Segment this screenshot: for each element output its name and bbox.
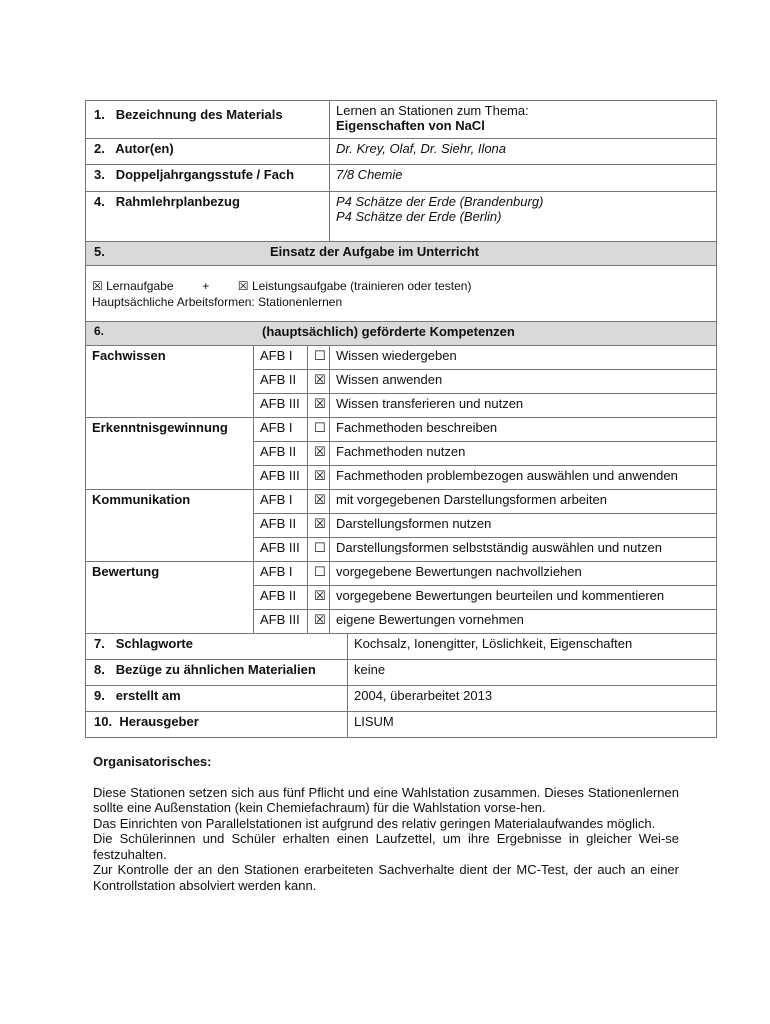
kompetenz-text: eigene Bewertungen vornehmen [330,610,717,634]
row-label: Bezüge zu ähnlichen Materialien [115,662,316,677]
row-value: 7/8 Chemie [330,165,717,192]
row-number: 8. [94,662,105,677]
kompetenz-group-label: Fachwissen [86,346,254,418]
row-number: 10. [94,714,113,729]
row-value-line2: P4 Schätze der Erde (Berlin) [336,209,502,224]
kompetenz-group-label: Erkenntnisgewinnung [86,418,254,490]
kompetenz-checkbox: ☒ [308,394,330,418]
row-number: 2. [94,141,105,156]
section5-header [86,242,717,266]
row-value-line2: Eigenschaften von NaCl [336,118,485,133]
afb-level: AFB III [254,610,308,634]
afb-level: AFB I [254,562,308,586]
kompetenz-text: Fachmethoden problembezogen auswählen und anwenden [330,466,717,490]
kompetenz-text: Wissen wiedergeben [330,346,717,370]
row-value: Dr. Krey, Olaf, Dr. Siehr, Ilona [330,139,717,165]
kompetenz-checkbox: ☒ [308,514,330,538]
kompetenz-checkbox: ☒ [308,466,330,490]
row-value-line1: Lernen an Stationen zum Thema: [336,103,529,118]
row-jahrgangsstufe [86,165,717,192]
kompetenz-checkbox: ☒ [308,442,330,466]
kompetenz-checkbox: ☒ [308,370,330,394]
row-autor [86,139,717,165]
section5-body [86,266,717,322]
row-label: Autor(en) [115,141,174,156]
komp-row [86,346,717,370]
arbeitsformen-text: Hauptsächliche Arbeitsformen: Stationenlernen [92,295,343,309]
kompetenz-text: Fachmethoden nutzen [330,442,717,466]
kompetenz-checkbox: ☐ [308,562,330,586]
row-label: Herausgeber [119,714,199,729]
row-bezuege [86,660,717,686]
kompetenz-text: vorgegebene Bewertungen nachvollziehen [330,562,717,586]
kompetenz-checkbox: ☐ [308,538,330,562]
kompetenz-text: Darstellungsformen nutzen [330,514,717,538]
row-number: 9. [94,688,105,703]
row-label: Rahmlehrplanbezug [115,194,240,209]
kompetenz-checkbox: ☒ [308,490,330,514]
komp-row [86,418,717,442]
kompetenz-checkbox: ☒ [308,610,330,634]
row-label: Doppeljahrgangsstufe / Fach [115,167,295,182]
section6-header [86,322,717,346]
section-title: Einsatz der Aufgabe im Unterricht [270,244,479,259]
afb-level: AFB II [254,370,308,394]
row-number: 3. [94,167,105,182]
kompetenz-group-label: Bewertung [86,562,254,634]
row-erstellt [86,686,717,712]
afb-level: AFB I [254,346,308,370]
kompetenz-text: Wissen anwenden [330,370,717,394]
lernaufgabe-checkbox: ☒ Lernaufgabe [92,279,174,293]
section-heading: Organisatorisches: [93,754,212,769]
kompetenz-group-label: Kommunikation [86,490,254,562]
kompetenz-checkbox: ☒ [308,586,330,610]
kompetenz-checkbox: ☐ [308,346,330,370]
afb-level: AFB II [254,586,308,610]
material-table [85,100,717,738]
row-number: 1. [94,107,105,122]
section-title: (hauptsächlich) geförderte Kompetenzen [262,324,515,339]
row-bezeichnung [86,101,717,139]
afb-level: AFB III [254,394,308,418]
row-number: 7. [94,636,105,651]
row-number: 4. [94,194,105,209]
paragraph: Das Einrichten von Parallelstationen ist aufgrund des relativ geringen Materialaufwandes möglich. [93,815,656,831]
kompetenz-checkbox: ☐ [308,418,330,442]
afb-level: AFB III [254,466,308,490]
paragraph: Diese Stationen setzen sich aus fünf Pflicht und eine Wahlstation zusammen. Dieses Stationenlernen sollte eine Außenstation (kein Chemiefachraum) für die Wahlstation vorse-hen. [93,784,679,815]
komp-row [86,562,717,586]
material-info-sheet [85,100,716,738]
row-value: 2004, überarbeitet 2013 [348,686,717,712]
row-value: LISUM [348,712,717,738]
organisatorisches-section [93,754,679,893]
afb-level: AFB III [254,538,308,562]
paragraph: Die Schülerinnen und Schüler erhalten einen Laufzettel, um ihre Ergebnisse in gleicher Wei-se festzuhalten. [93,831,679,862]
kompetenz-text: Darstellungsformen selbstständig auswählen und nutzen [330,538,717,562]
row-label: erstellt am [115,688,181,703]
kompetenz-text: mit vorgegebenen Darstellungsformen arbeiten [330,490,717,514]
row-rahmenlehrplan [86,192,717,242]
row-value-line1: P4 Schätze der Erde (Brandenburg) [336,194,544,209]
afb-level: AFB II [254,514,308,538]
row-herausgeber [86,712,717,738]
row-label: Bezeichnung des Materials [115,107,283,122]
section-number: 5. [94,244,105,259]
kompetenz-text: Fachmethoden beschreiben [330,418,717,442]
komp-row [86,490,717,514]
afb-level: AFB I [254,490,308,514]
row-value: Kochsalz, Ionengitter, Löslichkeit, Eigenschaften [348,634,717,660]
leistungsaufgabe-checkbox: ☒ Leistungsaufgabe (trainieren oder testen) [237,279,472,293]
paragraph: Zur Kontrolle der an den Stationen erarbeiteten Sachverhalte dient der MC-Test, der auch an einer Kontrollstation absolviert werden kann. [93,862,679,893]
row-label: Schlagworte [115,636,193,651]
section-number: 6. [94,324,105,338]
afb-level: AFB II [254,442,308,466]
kompetenz-text: Wissen transferieren und nutzen [330,394,717,418]
plus-sign: + [202,279,210,293]
row-value: keine [348,660,717,686]
afb-level: AFB I [254,418,308,442]
kompetenz-text: vorgegebene Bewertungen beurteilen und kommentieren [330,586,717,610]
row-schlagworte [86,634,717,660]
